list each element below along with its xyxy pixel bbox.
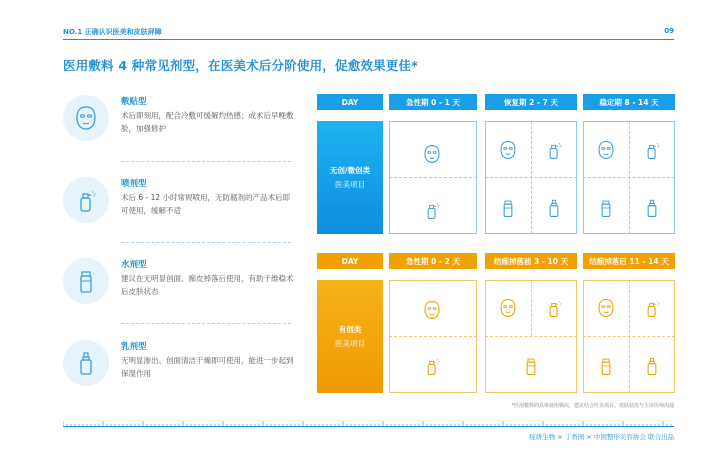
face-mask-icon	[594, 296, 618, 320]
ruler-decoration	[63, 419, 674, 427]
type-water	[63, 258, 293, 330]
toner-bottle-icon	[594, 354, 618, 378]
phase-header: 急性期 0 - 2 天	[389, 253, 477, 269]
grid-line	[531, 280, 532, 336]
spray-bottle-icon	[63, 177, 109, 223]
lotion-bottle-icon	[640, 196, 664, 220]
category-block	[317, 280, 383, 393]
type-name: 乳剂型	[121, 342, 147, 352]
spray-bottle-icon	[420, 198, 444, 222]
phase-header: 结痂掉落后 11 - 14 天	[583, 253, 675, 269]
lotion-bottle-icon	[542, 196, 566, 220]
page-title: 医用敷料 4 种常见剂型，在医美术后分阶使用，促愈效果更佳*	[63, 58, 418, 73]
section-header: NO.1 正确认识医美和皮肤屏障	[63, 28, 162, 36]
face-mask-icon	[63, 95, 109, 141]
toner-bottle-icon	[496, 196, 520, 220]
grid-line	[629, 280, 630, 393]
spray-bottle-icon	[542, 296, 566, 320]
day-header: DAY	[317, 253, 383, 269]
face-mask-icon	[496, 138, 520, 162]
spray-bottle-icon	[640, 296, 664, 320]
type-desc: 术后 6 - 12 小时常规喷用，无防腐剂的产品术后即可使用，缓解不适	[121, 193, 291, 215]
type-desc: 术后即刻用，配合冷敷可缓解灼热感；或术后早晚敷脸，加强修护	[121, 111, 294, 133]
type-name: 水剂型	[121, 260, 147, 270]
toner-bottle-icon	[519, 354, 543, 378]
category-subtitle: 医美项目	[335, 339, 365, 348]
category-title: 无创/微创类	[329, 166, 371, 175]
type-lotion	[63, 340, 293, 412]
grid-line	[629, 121, 630, 234]
spray-bottle-icon	[420, 354, 444, 378]
toner-bottle-icon	[594, 196, 618, 220]
phase-header: 急性期 0 - 1 天	[389, 94, 477, 110]
face-mask-icon	[496, 296, 520, 320]
type-mask	[63, 95, 293, 167]
divider	[121, 323, 291, 324]
spray-bottle-icon	[640, 138, 664, 162]
face-mask-icon	[594, 138, 618, 162]
grid-line	[389, 177, 477, 178]
divider	[121, 161, 291, 162]
phase-header: 稳定期 8 - 14 天	[583, 94, 675, 110]
type-spray	[63, 177, 293, 249]
footnote: *医用敷料的具体使用频次，建议结合医美项目、皮肤状况与主诊医师沟通	[511, 403, 674, 409]
toner-bottle-icon	[63, 258, 109, 304]
phase-header: 结痂掉落前 3 - 10 天	[485, 253, 577, 269]
header-divider	[63, 39, 674, 40]
grid-line	[389, 336, 477, 337]
lotion-bottle-icon	[640, 354, 664, 378]
grid-line	[531, 121, 532, 234]
category-subtitle: 医美项目	[335, 180, 365, 189]
type-name: 敷贴型	[121, 97, 147, 107]
day-header: DAY	[317, 94, 383, 110]
spray-bottle-icon	[542, 138, 566, 162]
type-desc: 建议在无明显创面、痂皮掉落后使用，有助于维稳术后皮肤状态	[121, 274, 294, 296]
lotion-bottle-icon	[63, 340, 109, 386]
page-number: 09	[664, 27, 674, 35]
phase-header: 恢复期 2 - 7 天	[485, 94, 577, 110]
divider	[121, 242, 291, 243]
category-title: 有创类	[338, 325, 362, 334]
category-block	[317, 121, 383, 234]
grid-line	[485, 336, 577, 337]
face-mask-icon	[420, 298, 444, 322]
type-name: 喷剂型	[121, 179, 147, 189]
face-mask-icon	[420, 142, 444, 166]
credit-line: 绽妍生物 × 丁香园 × 中国整形美容协会 联合出品	[529, 433, 674, 441]
type-desc: 无明显渗出、创面清洁干燥即可使用，能进一步起到保湿作用	[121, 356, 294, 378]
